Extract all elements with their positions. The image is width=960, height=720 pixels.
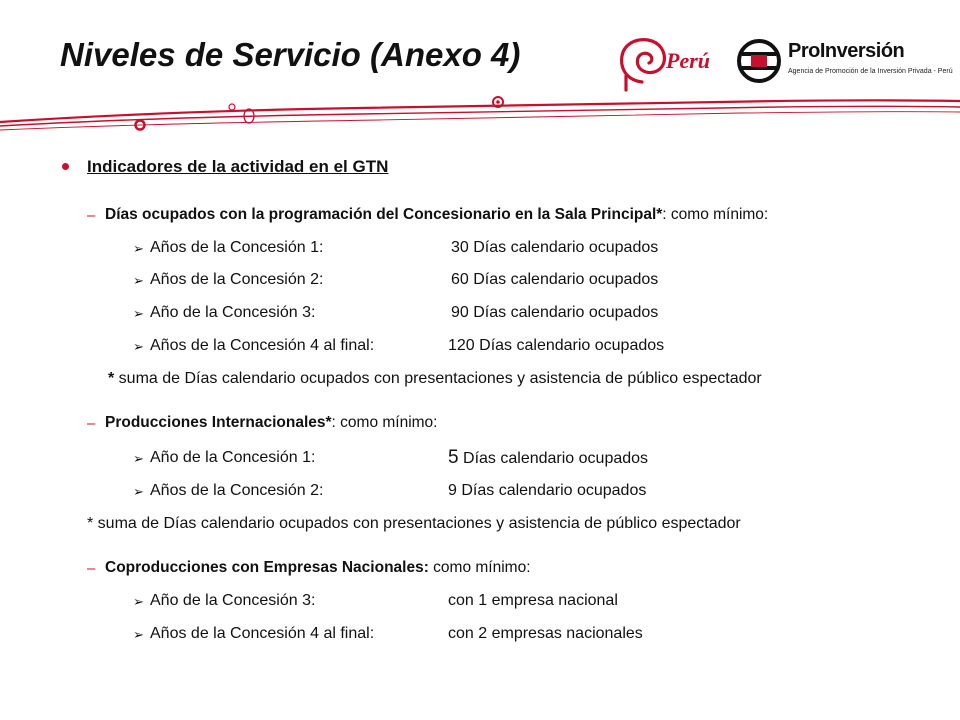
section-heading: Indicadores de la actividad en el GTN xyxy=(87,157,389,176)
peru-logo-text: Perú xyxy=(666,48,710,73)
section-1-label xyxy=(105,206,768,224)
item-value-number: 5 xyxy=(448,447,459,468)
item-value-text: Días calendario ocupados xyxy=(458,450,649,467)
item-value: 9 Días calendario ocupados xyxy=(448,482,647,499)
item-label: Año de la Concesión 3: xyxy=(150,592,316,609)
section-3-label xyxy=(105,559,531,577)
slide-title: Niveles de Servicio (Anexo 4) xyxy=(60,36,521,73)
arrow-bullet-icon: ➢ xyxy=(133,484,144,499)
item-value: 30 Días calendario ocupados xyxy=(451,239,659,256)
item-label: Año de la Concesión 1: xyxy=(150,449,316,466)
bullet-dot-icon xyxy=(62,163,69,170)
arrow-bullet-icon: ➢ xyxy=(133,241,144,256)
item-value xyxy=(448,447,648,469)
proinversion-name: ProInversión xyxy=(788,40,905,62)
section-3-label-rest: como mínimo: xyxy=(428,559,531,576)
dash-icon: – xyxy=(87,560,96,577)
dash-icon: – xyxy=(87,207,96,224)
section-2-note: * suma de Días calendario ocupados con presentaciones y asistencia de público espectador xyxy=(87,515,741,532)
item-label: Años de la Concesión 4 al final: xyxy=(150,625,375,642)
section-1-label-bold: Días ocupados con la programación del Concesionario en la Sala Principal* xyxy=(105,206,663,223)
arrow-bullet-icon: ➢ xyxy=(133,451,144,466)
proinversion-tagline: Agencia de Promoción de la Inversión Privada - Perú xyxy=(788,68,953,75)
arrow-bullet-icon: ➢ xyxy=(133,594,144,609)
item-value: 60 Días calendario ocupados xyxy=(451,271,659,288)
item-value: 120 Días calendario ocupados xyxy=(448,337,665,354)
section-2-label-rest: : como mínimo: xyxy=(331,414,438,431)
arrow-bullet-icon: ➢ xyxy=(133,627,144,642)
item-label: Años de la Concesión 2: xyxy=(150,482,324,499)
item-value: con 2 empresas nacionales xyxy=(448,625,643,642)
section-1-note xyxy=(108,370,762,388)
section-2-label-bold: Producciones Internacionales* xyxy=(105,414,332,431)
arrow-bullet-icon: ➢ xyxy=(133,306,144,321)
item-label: Año de la Concesión 3: xyxy=(150,304,316,321)
item-value: 90 Días calendario ocupados xyxy=(451,304,659,321)
item-label: Años de la Concesión 4 al final: xyxy=(150,337,375,354)
item-value: con 1 empresa nacional xyxy=(448,592,618,609)
dash-icon: – xyxy=(87,415,96,432)
note-text: suma de Días calendario ocupados con presentaciones y asistencia de público espectador xyxy=(114,370,762,387)
arrow-bullet-icon: ➢ xyxy=(133,273,144,288)
note-star: * xyxy=(108,370,115,387)
section-2-label xyxy=(105,414,438,432)
arrow-bullet-icon: ➢ xyxy=(133,339,144,354)
section-3-label-bold: Coproducciones con Empresas Nacionales: xyxy=(105,559,429,576)
section-1-label-rest: : como mínimo: xyxy=(662,206,769,223)
item-label: Años de la Concesión 2: xyxy=(150,271,324,288)
item-label: Años de la Concesión 1: xyxy=(150,239,324,256)
